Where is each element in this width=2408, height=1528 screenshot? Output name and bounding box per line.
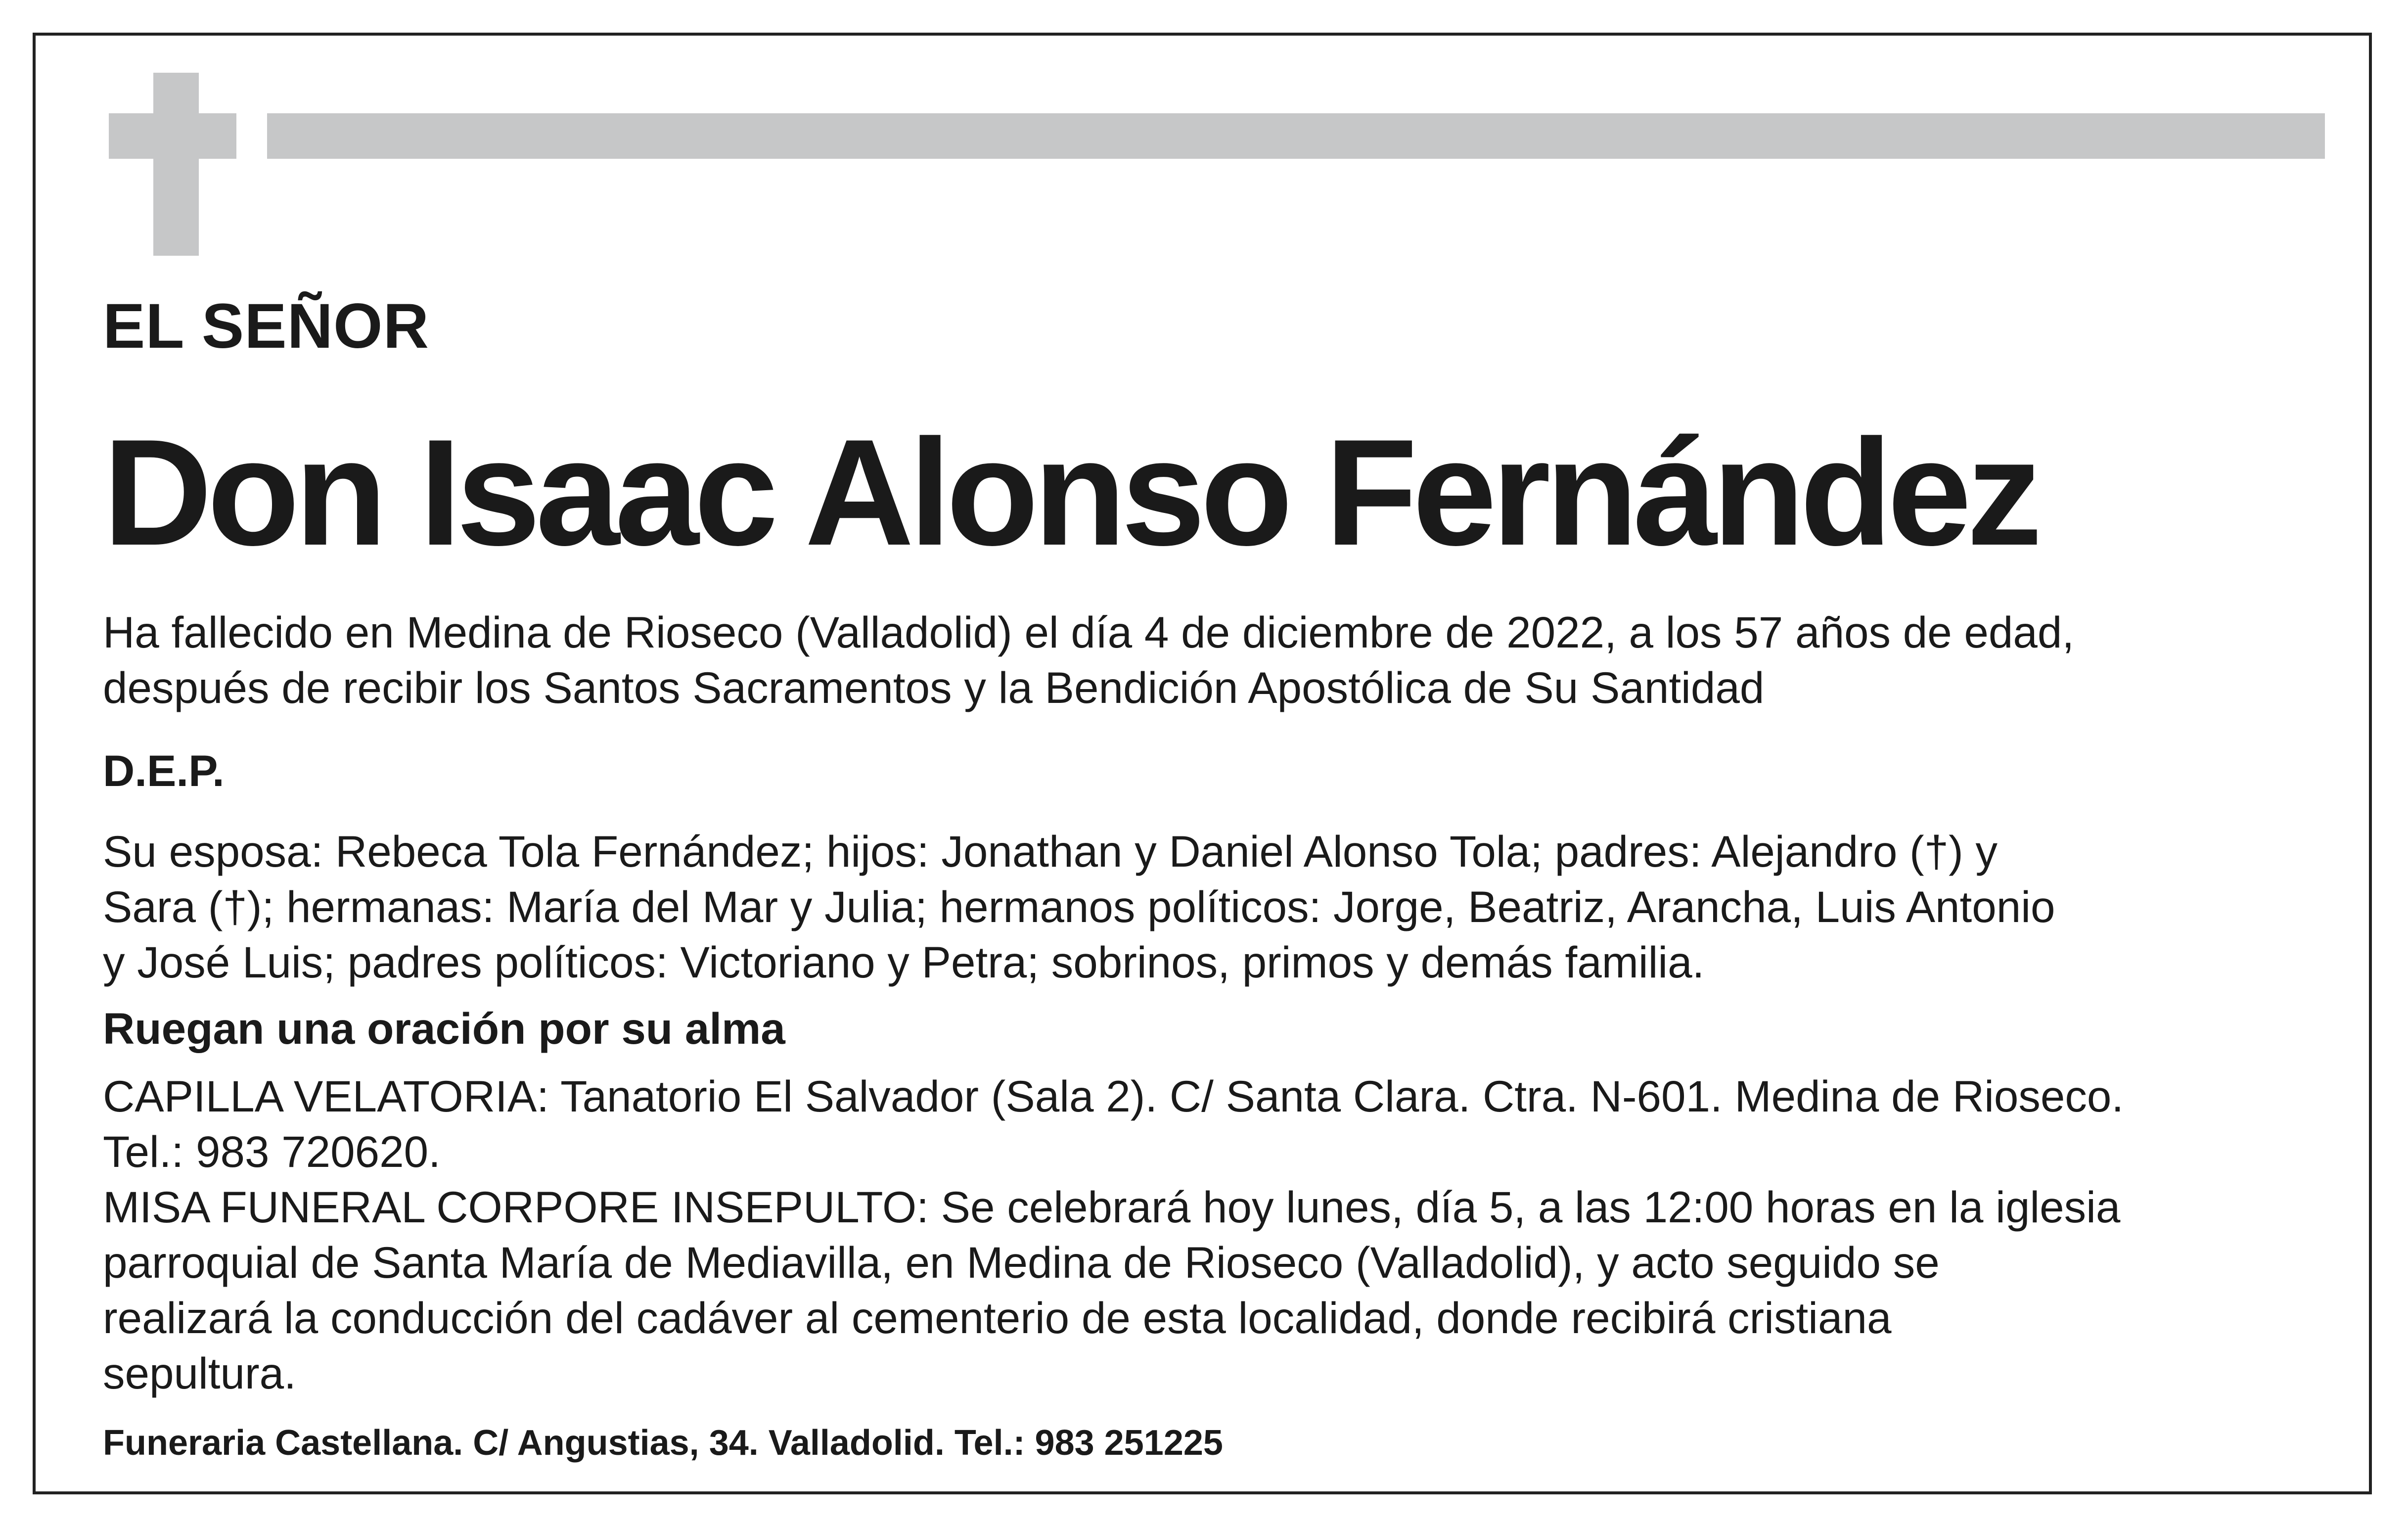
deceased-name: Don Isaac Alonso Fernández <box>103 408 2038 577</box>
service-details-line: MISA FUNERAL CORPORE INSEPULTO: Se celebrará hoy lunes, día 5, a las 12:00 horas en la iglesia <box>103 1182 2121 1232</box>
service-details-line: realizará la conducción del cadáver al cementerio de esta localidad, donde recibirá cristiana <box>103 1293 1892 1343</box>
death-announcement <box>103 604 2074 715</box>
service-details <box>103 1068 2124 1401</box>
death-announcement-line: Ha fallecido en Medina de Rioseco (Valladolid) el día 4 de diciembre de 2022, a los 57 años de edad, <box>103 607 2075 657</box>
service-details-line: parroquial de Santa María de Mediavilla, en Medina de Rioseco (Valladolid), y acto seguido se <box>103 1238 1940 1287</box>
funeral-home-footer: Funeraria Castellana. C/ Angustias, 34. Valladolid. Tel.: 983 251225 <box>103 1423 1223 1463</box>
cross-icon <box>109 73 236 256</box>
service-details-line: CAPILLA VELATORIA: Tanatorio El Salvador (Sala 2). C/ Santa Clara. Ctra. N-601. Medina de Rioseco. <box>103 1071 2124 1121</box>
service-details-line: Tel.: 983 720620. <box>103 1127 441 1176</box>
service-details-line: sepultura. <box>103 1348 296 1398</box>
dep-label: D.E.P. <box>103 746 225 795</box>
family-list-line: Su esposa: Rebeca Tola Fernández; hijos: Jonathan y Daniel Alonso Tola; padres: Alejandro (†) y <box>103 827 1998 876</box>
header-bar <box>267 113 2325 159</box>
death-announcement-line: después de recibir los Santos Sacramentos y la Bendición Apostólica de Su Santidad <box>103 663 1765 712</box>
family-list <box>103 824 2055 990</box>
honorific-heading: EL SEÑOR <box>103 291 429 362</box>
family-list-line: Sara (†); hermanas: María del Mar y Julia; hermanos políticos: Jorge, Beatriz, Arancha, Luis Antonio <box>103 882 2055 931</box>
family-list-line: y José Luis; padres políticos: Victoriano y Petra; sobrinos, primos y demás familia. <box>103 937 1705 987</box>
prayer-request: Ruegan una oración por su alma <box>103 1004 785 1053</box>
